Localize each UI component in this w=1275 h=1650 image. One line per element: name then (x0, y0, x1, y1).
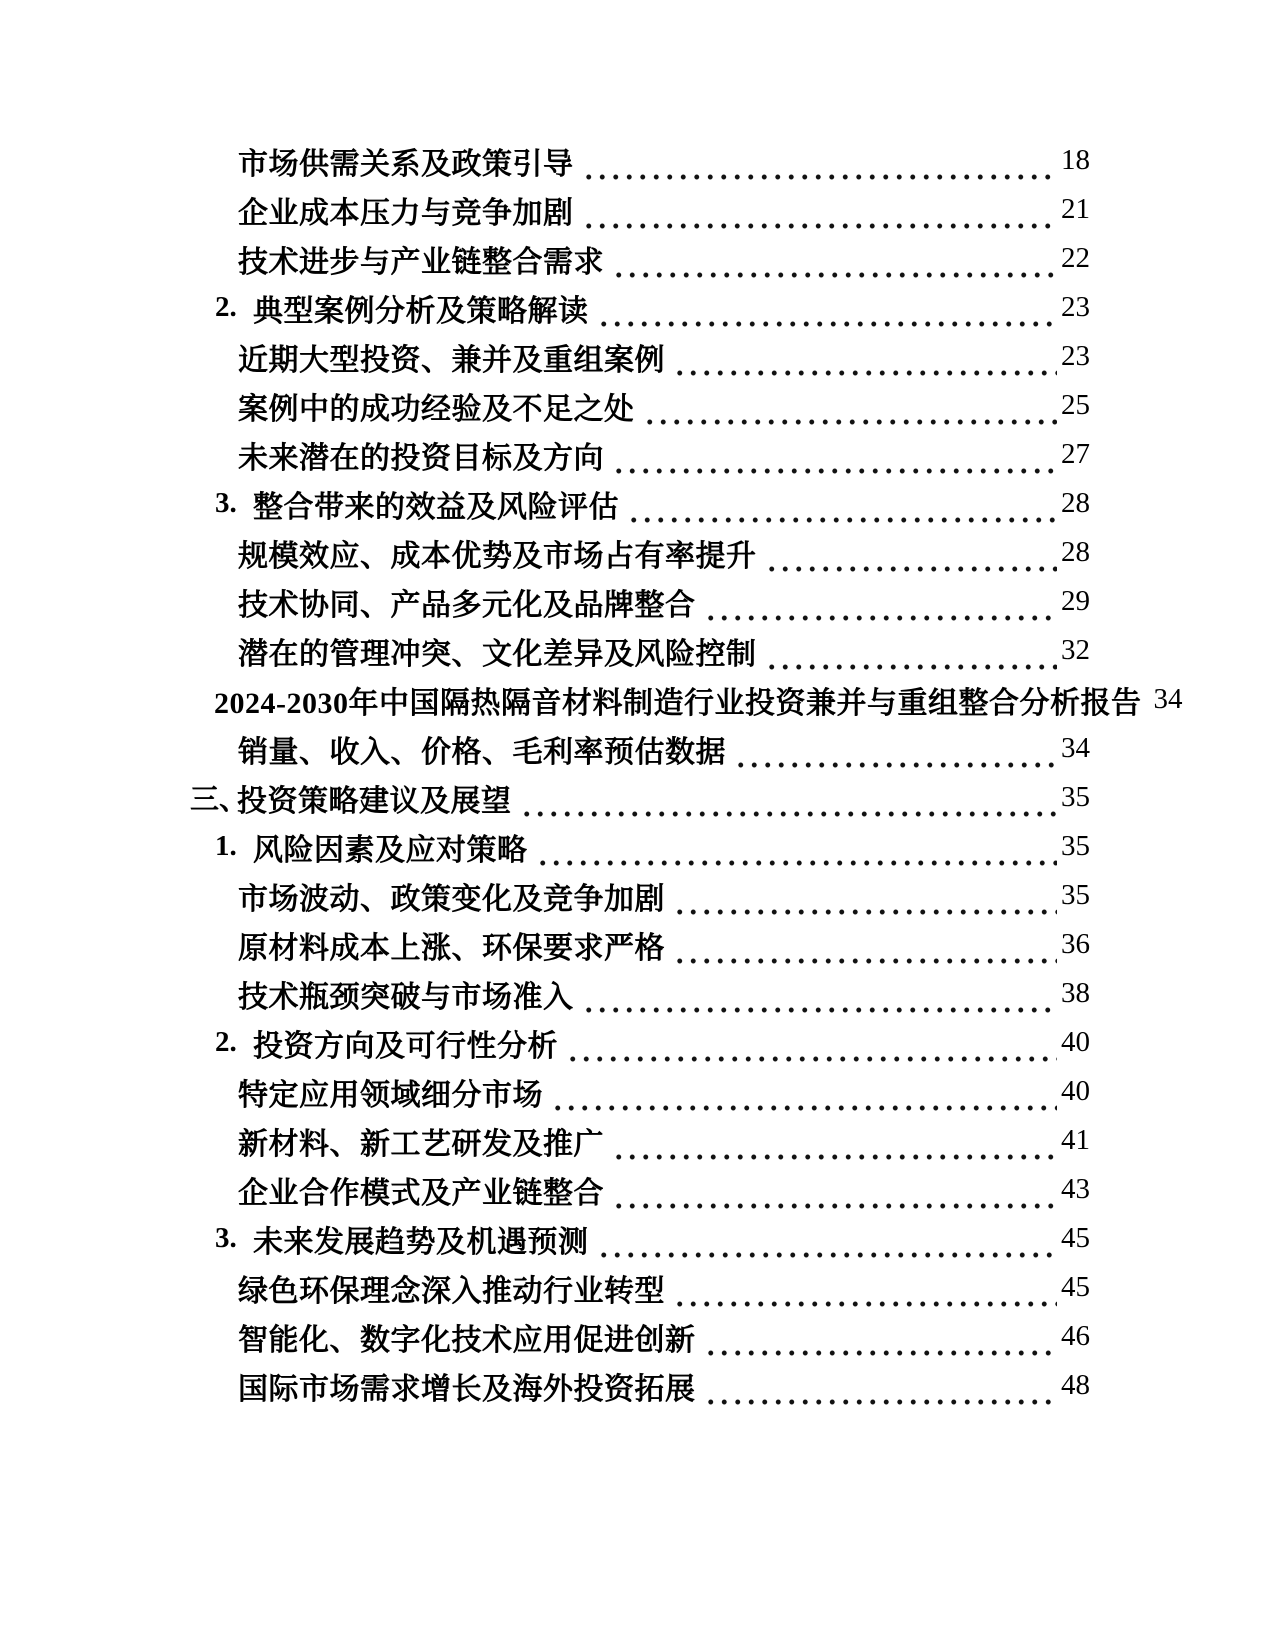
dot-leader (582, 185, 1058, 234)
toc-entry-page-number: 45 (1061, 1271, 1090, 1303)
toc-entry-label: 绿色环保理念深入推动行业转型 (238, 1274, 665, 1308)
dot-leader (673, 1263, 1057, 1312)
toc-entry[interactable] (190, 1263, 1090, 1312)
toc-entry-page-number: 23 (1061, 291, 1090, 323)
dot-leader (704, 1361, 1058, 1410)
toc-entry-page-number: 36 (1061, 928, 1090, 960)
toc-entry-number: 2. (215, 1026, 237, 1058)
toc-entry-page-number: 28 (1061, 536, 1090, 568)
toc-entry-label: 2024-2030年中国隔热隔音材料制造行业投资兼并与重组整合分析报告 (214, 686, 1142, 720)
toc-entry-label: 规模效应、成本优势及市场占有率提升 (238, 539, 757, 573)
toc-entry[interactable] (190, 1361, 1090, 1410)
toc-entry-number: 三、 (190, 784, 249, 816)
toc-entry[interactable] (190, 1312, 1090, 1361)
toc-entry[interactable] (190, 332, 1090, 381)
toc-entry-page-number: 22 (1061, 242, 1090, 274)
toc-entry-label: 技术瓶颈突破与市场准入 (238, 980, 574, 1014)
toc-entry-number: 3. (215, 487, 237, 519)
dot-leader (551, 1067, 1057, 1116)
toc-entry-label: 销量、收入、价格、毛利率预估数据 (238, 735, 726, 769)
dot-leader (520, 773, 1058, 822)
toc-entry-page-number: 48 (1061, 1369, 1090, 1401)
toc-entry[interactable] (190, 479, 1090, 528)
dot-leader (673, 332, 1057, 381)
toc-entry-label: 典型案例分析及策略解读 (253, 294, 589, 328)
toc-entry-page-number: 40 (1061, 1075, 1090, 1107)
toc-entry-label: 风险因素及应对策略 (253, 833, 528, 867)
toc-entry[interactable] (190, 528, 1090, 577)
dot-leader (612, 1116, 1057, 1165)
toc-entry-number: 2. (215, 291, 237, 323)
toc-entry[interactable] (190, 724, 1090, 773)
toc-entry-label: 技术进步与产业链整合需求 (238, 245, 604, 279)
toc-entry-label: 未来发展趋势及机遇预测 (253, 1225, 589, 1259)
toc-entry[interactable] (190, 626, 1090, 675)
toc-entry-page-number: 23 (1061, 340, 1090, 372)
toc-entry-label: 潜在的管理冲突、文化差异及风险控制 (238, 637, 757, 671)
toc-entry-label: 未来潜在的投资目标及方向 (238, 441, 604, 475)
toc-entry[interactable] (190, 822, 1090, 871)
toc-entry-label: 市场波动、政策变化及竞争加剧 (238, 882, 665, 916)
dot-leader (612, 1165, 1057, 1214)
toc-entry[interactable] (190, 136, 1090, 185)
toc-entry[interactable] (190, 675, 1183, 724)
dot-leader (597, 283, 1058, 332)
toc-entry-page-number: 18 (1061, 144, 1090, 176)
dot-leader (704, 1312, 1058, 1361)
toc-entry-page-number: 41 (1061, 1124, 1090, 1156)
table-of-contents (190, 136, 1183, 1410)
toc-entry-page-number: 27 (1061, 438, 1090, 470)
toc-entry-page-number: 34 (1061, 732, 1090, 764)
dot-leader (566, 1018, 1057, 1067)
toc-entry[interactable] (190, 1067, 1090, 1116)
toc-entry-page-number: 32 (1061, 634, 1090, 666)
dot-leader (734, 724, 1057, 773)
toc-entry-label: 案例中的成功经验及不足之处 (238, 392, 635, 426)
toc-entry-label: 技术协同、产品多元化及品牌整合 (238, 588, 696, 622)
dot-leader (536, 822, 1058, 871)
toc-entry-label: 企业合作模式及产业链整合 (238, 1176, 604, 1210)
toc-entry-label: 投资方向及可行性分析 (253, 1029, 558, 1063)
toc-entry-page-number: 35 (1061, 781, 1090, 813)
toc-entry[interactable] (190, 1018, 1090, 1067)
toc-entry[interactable] (190, 969, 1090, 1018)
toc-entry[interactable] (190, 1214, 1090, 1263)
toc-entry-label: 智能化、数字化技术应用促进创新 (238, 1323, 696, 1357)
dot-leader (612, 430, 1057, 479)
toc-entry-page-number: 21 (1061, 193, 1090, 225)
toc-entry[interactable] (190, 430, 1090, 479)
toc-entry[interactable] (190, 773, 1090, 822)
toc-entry[interactable] (190, 381, 1090, 430)
toc-entry-label: 特定应用领域细分市场 (238, 1078, 543, 1112)
toc-entry[interactable] (190, 1116, 1090, 1165)
dot-leader (643, 381, 1058, 430)
toc-entry-label: 国际市场需求增长及海外投资拓展 (238, 1372, 696, 1406)
toc-entry-label: 近期大型投资、兼并及重组案例 (238, 343, 665, 377)
toc-entry-number: 1. (215, 830, 237, 862)
toc-entry-number: 3. (215, 1222, 237, 1254)
toc-entry-page-number: 38 (1061, 977, 1090, 1009)
toc-entry-page-number: 40 (1061, 1026, 1090, 1058)
dot-leader (673, 871, 1057, 920)
toc-entry-page-number: 43 (1061, 1173, 1090, 1205)
toc-entry[interactable] (190, 577, 1090, 626)
dot-leader (612, 234, 1057, 283)
dot-leader (765, 626, 1058, 675)
toc-entry[interactable] (190, 185, 1090, 234)
toc-entry-page-number: 34 (1153, 683, 1183, 715)
toc-entry-page-number: 45 (1061, 1222, 1090, 1254)
toc-entry-page-number: 28 (1061, 487, 1090, 519)
toc-entry-page-number: 35 (1061, 879, 1090, 911)
dot-leader (582, 136, 1058, 185)
toc-entry-label: 投资策略建议及展望 (237, 784, 512, 818)
dot-leader (582, 969, 1058, 1018)
dot-leader (673, 920, 1057, 969)
toc-entry-label: 市场供需关系及政策引导 (238, 147, 574, 181)
dot-leader (597, 1214, 1058, 1263)
toc-entry-label: 整合带来的效益及风险评估 (253, 490, 619, 524)
toc-entry[interactable] (190, 1165, 1090, 1214)
toc-entry-label: 原材料成本上涨、环保要求严格 (238, 931, 665, 965)
toc-entry[interactable] (190, 871, 1090, 920)
toc-entry-page-number: 25 (1061, 389, 1090, 421)
toc-entry-page-number: 29 (1061, 585, 1090, 617)
dot-leader (704, 577, 1058, 626)
toc-entry[interactable] (190, 920, 1090, 969)
toc-entry-label: 新材料、新工艺研发及推广 (238, 1127, 604, 1161)
toc-entry-label: 企业成本压力与竞争加剧 (238, 196, 574, 230)
toc-entry-page-number: 46 (1061, 1320, 1090, 1352)
dot-leader (765, 528, 1058, 577)
dot-leader (627, 479, 1057, 528)
toc-entry-page-number: 35 (1061, 830, 1090, 862)
toc-entry[interactable] (190, 234, 1090, 283)
toc-entry[interactable] (190, 283, 1090, 332)
